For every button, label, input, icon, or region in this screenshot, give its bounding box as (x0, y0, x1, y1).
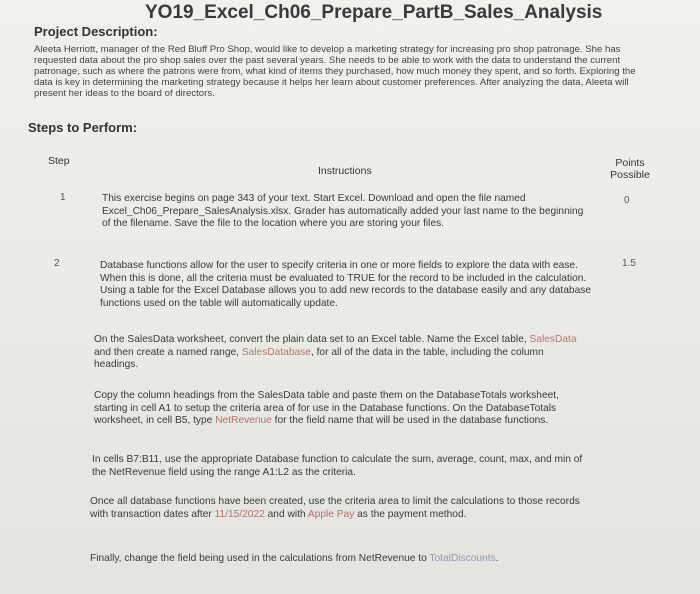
points-2: 1.5 (622, 258, 636, 269)
highlight-table-name: SalesData (529, 334, 577, 345)
column-header-points: Points Possible (610, 157, 650, 181)
project-description-heading: Project Description: (34, 24, 158, 39)
steps-heading: Steps to Perform: (28, 120, 138, 135)
highlight-field-name: NetRevenue (215, 415, 272, 426)
instruction-step-1: This exercise begins on page 343 of your text. Start Excel. Download and open the file named Excel_Ch06_Prepare_SalesAnalysis.xlsx. Grader has automatically added your last name to the beginning of the filename. Save the file to the location where you are storing your files. (102, 193, 584, 229)
instruction-step-2-para-3: Copy the column headings from the SalesData table and paste them on the DatabaseTotals worksheet, starting in cell A1 to setup the criteria area of for use in the Database functions. On the DatabaseTotals worksheet, in cell B5, type NetRevenue for the field name that will be used in the database functions. (94, 390, 559, 426)
instruction-step-2-para-4: In cells B7:B11, use the appropriate Database function to calculate the sum, average, count, max, and min of the NetRevenue field using the range A1:L2 as the criteria. (92, 454, 583, 478)
instruction-step-2-para-2: On the SalesData worksheet, convert the plain data set to an Excel table. Name the Excel table, SalesData and then create a named range, SalesDatabase, for all of the data in the table, including the column headings. (94, 334, 577, 370)
project-description-text: Aleeta Herriott, manager of the Red Bluff Pro Shop, would like to develop a marketing strategy for increasing pro shop patronage. She has requested data about the pro shop sales over the past several years. She needs to be able to work with the data to understand the current patronage, such as where the patrons were from, what kind of items they purchased, how much money they spent, and so forth. Exploring the data is key in determining the marketing strategy because it helps her learn about customer preferences. After analyzing the data, Aleeta will present her ideas to the board of directors. (34, 44, 636, 99)
points-1: 0 (624, 195, 630, 206)
instruction-step-2-para-1: Database functions allow for the user to specify criteria in one or more fields to explore the data with ease. When this is done, all the criteria must be evaluated to TRUE for the record to be included in the calculation. Using a table for the Excel Database allows you to add new records to the database easily and any database functions used on the table will automatically update. (100, 260, 592, 309)
highlight-new-field: TotalDiscounts (429, 553, 496, 564)
column-header-step: Step (48, 155, 70, 167)
document-title: YO19_Excel_Ch06_Prepare_PartB_Sales_Analysis (145, 2, 603, 23)
instruction-step-2-para-5: Once all database functions have been created, use the criteria area to limit the calculations to those records with transaction dates after 11/15/2022 and with Apple Pay as the payment method. (90, 496, 580, 520)
highlight-payment: Apple Pay (307, 508, 355, 520)
instruction-step-2-para-6: Finally, change the field being used in the calculations from NetRevenue to TotalDiscounts. (90, 553, 499, 564)
step-number-2: 2 (54, 258, 60, 269)
highlight-range-name: SalesDatabase (241, 346, 311, 358)
step-number-1: 1 (60, 192, 66, 203)
column-header-instructions: Instructions (318, 165, 372, 177)
highlight-date: 11/15/2022 (214, 508, 265, 520)
